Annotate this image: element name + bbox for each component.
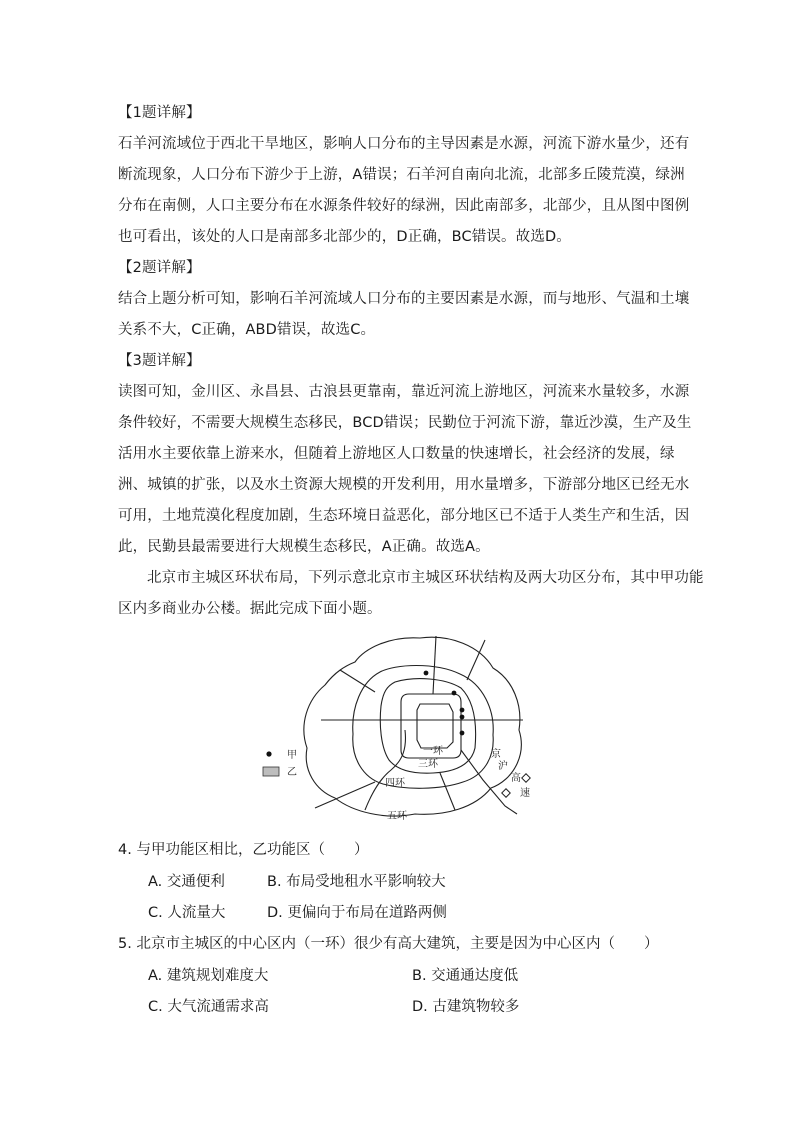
area-jia-dot (460, 731, 465, 736)
area-yi-marker (502, 789, 510, 797)
area-jia-dot (424, 671, 429, 676)
section-1-heading: 【1题详解】 (118, 105, 201, 121)
question-4-option-a: A. 交通便利 (148, 874, 225, 890)
expressway-label-3: 高 (511, 773, 521, 784)
north-road (433, 636, 436, 694)
area-jia-dot (460, 708, 465, 713)
question-5-option-c: C. 大气流通需求高 (148, 999, 269, 1015)
section-1-line-3: 分布在南侧，人口主要分布在水源条件较好的绿洲，因此南部多，北部少，且从图中图例 (118, 198, 690, 214)
section-3-line-5: 可用，土地荒漠化程度加剧，生态环境日益恶化，部分地区已不适于人类生产和生活，因 (118, 508, 690, 524)
section-3-line-6: 此，民勤县最需要进行大规模生态移民，A正确。故选A。 (118, 539, 490, 555)
legend-box-label: 乙 (287, 767, 297, 778)
section-3-heading: 【3题详解】 (118, 353, 201, 369)
first-ring (417, 704, 453, 748)
legend-box-icon (263, 767, 279, 776)
question-5-stem: 5. 北京市主城区的中心区内（一环）很少有高大建筑，主要是因为中心区内（ ） (118, 936, 659, 952)
ring-label-4: 四环 (385, 778, 405, 789)
area-jia-dot (460, 715, 465, 720)
question-4-option-c: C. 人流量大 (148, 905, 226, 921)
legend (263, 749, 297, 778)
beijing-ring-map (255, 630, 555, 830)
area-yi-marker (522, 774, 530, 782)
section-1-line-4: 也可看出，该处的人口是南部多北部少的，D正确，BC错误。故选D。 (118, 229, 571, 245)
section-1-line-2: 断流现象，人口分布下游少于上游，A错误；石羊河自南向北流，北部多丘陵荒漠，绿洲 (118, 167, 685, 183)
west-road (365, 730, 405, 810)
section-3-line-3: 活用水主要依靠上游来水，但随着上游地区人口数量的快速增长，社会经济的发展，绿 (118, 446, 675, 462)
question-4-option-b: B. 布局受地租水平影响较大 (267, 874, 446, 890)
intro-line-1: 北京市主城区环状布局，下列示意北京市主城区环状结构及两大功区分布，其中甲功能 (147, 570, 704, 586)
expressway-label-4: 速 (520, 788, 530, 799)
section-3-line-4: 洲、城镇的扩张，以及水土资源大规模的开发利用，用水量增多，下游部分地区已经无水 (118, 477, 690, 493)
fifth-ring (304, 637, 521, 816)
northwest-road (340, 670, 375, 692)
expressway-label-1: 京 (491, 749, 501, 760)
question-4-stem: 4. 与甲功能区相比，乙功能区（ ） (118, 842, 369, 858)
section-3-line-2: 条件较好，不需要大规模生态移民，BCD错误；民勤位于河流下游，靠近沙漠，生产及生 (118, 415, 692, 431)
section-2-heading: 【2题详解】 (118, 260, 201, 276)
section-3-line-1: 读图可知，金川区、永昌县、古浪县更靠南，靠近河流上游地区，河流来水量较多，水源 (118, 384, 690, 400)
intro-line-2: 区内多商业办公楼。据此完成下面小题。 (118, 601, 382, 617)
section-1-line-1: 石羊河流域位于西北干旱地区，影响人口分布的主导因素是水源，河流下游水量少，还有 (118, 136, 690, 152)
expressway-label-2: 沪 (498, 761, 508, 772)
question-5-option-d: D. 古建筑物较多 (412, 999, 520, 1015)
section-2-line-1: 结合上题分析可知，影响石羊河流域人口分布的主要因素是水源，而与地形、气温和土壤 (118, 291, 690, 307)
section-2-line-2: 关系不大，C正确，ABD错误，故选C。 (118, 322, 376, 338)
south-road (440, 773, 455, 810)
area-jia-dot (452, 691, 457, 696)
legend-dot-label: 甲 (287, 750, 297, 761)
question-5-option-b: B. 交通通达度低 (412, 968, 519, 984)
question-5-option-a: A. 建筑规划难度大 (148, 968, 269, 984)
ring-label-5: 五环 (387, 811, 407, 822)
question-4-option-d: D. 更偏向于布局在道路两侧 (267, 905, 447, 921)
ring-label-1: 一环 (423, 746, 443, 757)
legend-dot-icon (266, 751, 271, 756)
ring-label-3: 三环 (418, 759, 438, 770)
